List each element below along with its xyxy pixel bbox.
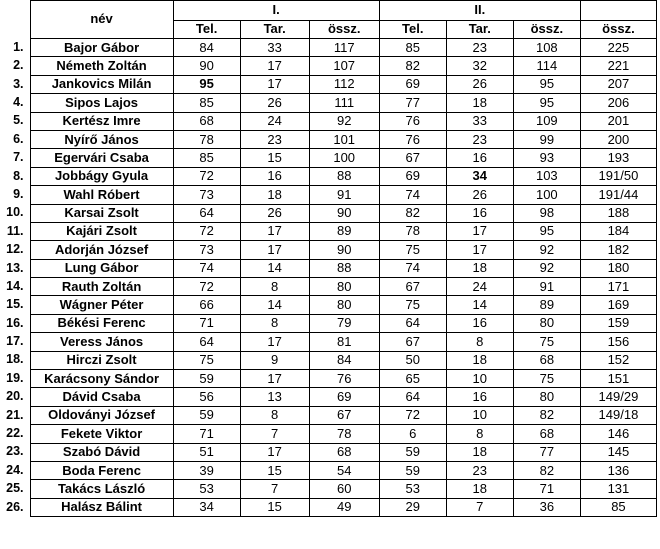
score-cell: 18	[446, 259, 513, 277]
table-row	[0, 480, 657, 498]
score-cell: 72	[173, 222, 240, 240]
score-cell: 184	[580, 222, 656, 240]
score-cell: 15	[240, 498, 309, 516]
score-cell: 149/18	[580, 406, 656, 424]
score-cell: 77	[379, 94, 446, 112]
score-cell: 88	[309, 167, 379, 185]
score-cell: 80	[513, 388, 580, 406]
table-header	[0, 1, 657, 39]
score-cell: 221	[580, 57, 656, 75]
score-cell: 73	[173, 186, 240, 204]
score-cell: 17	[240, 75, 309, 93]
score-cell: 77	[513, 443, 580, 461]
score-cell: 75	[379, 241, 446, 259]
score-cell: 78	[173, 130, 240, 148]
score-cell: 34	[446, 167, 513, 185]
player-name: Hirczi Zsolt	[30, 351, 173, 369]
score-cell: 90	[309, 204, 379, 222]
score-cell: 101	[309, 130, 379, 148]
score-cell: 53	[379, 480, 446, 498]
score-cell: 72	[173, 167, 240, 185]
score-cell: 68	[513, 351, 580, 369]
score-cell: 8	[446, 333, 513, 351]
score-cell: 89	[513, 296, 580, 314]
score-cell: 91	[513, 278, 580, 296]
table-row	[0, 461, 657, 479]
score-cell: 17	[240, 222, 309, 240]
score-cell: 82	[379, 57, 446, 75]
table-row	[0, 406, 657, 424]
score-cell: 33	[446, 112, 513, 130]
score-cell: 75	[513, 370, 580, 388]
player-name: Jankovics Milán	[30, 75, 173, 93]
score-cell: 95	[513, 75, 580, 93]
score-cell: 74	[379, 259, 446, 277]
row-number: 3.	[0, 75, 30, 93]
row-number: 11.	[0, 222, 30, 240]
score-cell: 156	[580, 333, 656, 351]
column-header-ossz-2: össz.	[513, 21, 580, 39]
row-number: 18.	[0, 351, 30, 369]
score-cell: 18	[446, 443, 513, 461]
score-cell: 6	[379, 425, 446, 443]
score-cell: 10	[446, 406, 513, 424]
player-name: Jobbágy Gyula	[30, 167, 173, 185]
score-cell: 59	[173, 370, 240, 388]
score-cell: 72	[173, 278, 240, 296]
table-row	[0, 278, 657, 296]
score-cell: 49	[309, 498, 379, 516]
table-row	[0, 149, 657, 167]
score-cell: 39	[173, 461, 240, 479]
score-cell: 15	[240, 461, 309, 479]
score-cell: 64	[173, 333, 240, 351]
section-header-round2: II.	[379, 1, 580, 21]
row-number: 4.	[0, 94, 30, 112]
score-cell: 32	[446, 57, 513, 75]
score-cell: 74	[173, 259, 240, 277]
column-header-tar-1: Tar.	[240, 21, 309, 39]
player-name: Takács László	[30, 480, 173, 498]
score-cell: 67	[309, 406, 379, 424]
score-cell: 29	[379, 498, 446, 516]
score-cell: 71	[173, 314, 240, 332]
score-cell: 92	[309, 112, 379, 130]
empty-header-cell	[580, 1, 656, 21]
score-cell: 8	[240, 278, 309, 296]
row-number: 21.	[0, 406, 30, 424]
score-cell: 8	[446, 425, 513, 443]
score-cell: 33	[240, 39, 309, 57]
score-cell: 23	[446, 130, 513, 148]
score-cell: 80	[309, 278, 379, 296]
score-cell: 73	[173, 241, 240, 259]
score-cell: 85	[379, 39, 446, 57]
row-number: 22.	[0, 425, 30, 443]
player-name: Németh Zoltán	[30, 57, 173, 75]
score-cell: 18	[446, 351, 513, 369]
score-cell: 99	[513, 130, 580, 148]
score-cell: 23	[446, 461, 513, 479]
score-cell: 67	[379, 278, 446, 296]
score-cell: 23	[446, 39, 513, 57]
score-cell: 23	[240, 130, 309, 148]
score-cell: 88	[309, 259, 379, 277]
score-cell: 36	[513, 498, 580, 516]
column-header-tar-2: Tar.	[446, 21, 513, 39]
player-name: Rauth Zoltán	[30, 278, 173, 296]
score-cell: 180	[580, 259, 656, 277]
score-cell: 85	[173, 94, 240, 112]
score-cell: 92	[513, 259, 580, 277]
score-cell: 24	[240, 112, 309, 130]
score-cell: 81	[309, 333, 379, 351]
score-cell: 26	[446, 75, 513, 93]
score-cell: 84	[173, 39, 240, 57]
player-name: Dávid Csaba	[30, 388, 173, 406]
column-header-tel-1: Tel.	[173, 21, 240, 39]
score-cell: 92	[513, 241, 580, 259]
score-cell: 145	[580, 443, 656, 461]
score-cell: 72	[379, 406, 446, 424]
score-cell: 75	[513, 333, 580, 351]
score-cell: 9	[240, 351, 309, 369]
score-cell: 14	[240, 259, 309, 277]
score-cell: 151	[580, 370, 656, 388]
score-cell: 64	[379, 314, 446, 332]
score-cell: 54	[309, 461, 379, 479]
row-number: 9.	[0, 186, 30, 204]
row-number: 20.	[0, 388, 30, 406]
table-row	[0, 57, 657, 75]
row-number: 1.	[0, 39, 30, 57]
score-cell: 67	[379, 149, 446, 167]
score-cell: 80	[309, 296, 379, 314]
player-name: Boda Ferenc	[30, 461, 173, 479]
score-cell: 82	[513, 461, 580, 479]
table-row	[0, 167, 657, 185]
row-number: 25.	[0, 480, 30, 498]
score-cell: 78	[379, 222, 446, 240]
score-cell: 76	[379, 130, 446, 148]
score-cell: 171	[580, 278, 656, 296]
player-name: Wágner Péter	[30, 296, 173, 314]
player-name: Egervári Csaba	[30, 149, 173, 167]
score-cell: 68	[513, 425, 580, 443]
section-header-round1: I.	[173, 1, 379, 21]
score-cell: 59	[173, 406, 240, 424]
table-row	[0, 314, 657, 332]
score-cell: 89	[309, 222, 379, 240]
score-cell: 69	[379, 167, 446, 185]
score-cell: 91	[309, 186, 379, 204]
score-cell: 50	[379, 351, 446, 369]
score-cell: 206	[580, 94, 656, 112]
table-row	[0, 388, 657, 406]
column-header-ossz-total: össz.	[580, 21, 656, 39]
player-name: Oldoványi József	[30, 406, 173, 424]
table-row	[0, 425, 657, 443]
table-row	[0, 130, 657, 148]
player-name: Karsai Zsolt	[30, 204, 173, 222]
score-cell: 71	[513, 480, 580, 498]
table-row	[0, 222, 657, 240]
table-row	[0, 241, 657, 259]
player-name: Nyírő János	[30, 130, 173, 148]
score-cell: 169	[580, 296, 656, 314]
column-header-name: név	[30, 1, 173, 39]
score-cell: 109	[513, 112, 580, 130]
score-cell: 18	[240, 186, 309, 204]
table-row	[0, 296, 657, 314]
score-cell: 76	[379, 112, 446, 130]
score-cell: 82	[379, 204, 446, 222]
score-cell: 13	[240, 388, 309, 406]
score-cell: 68	[173, 112, 240, 130]
score-cell: 7	[446, 498, 513, 516]
score-cell: 85	[580, 498, 656, 516]
score-cell: 111	[309, 94, 379, 112]
score-cell: 95	[173, 75, 240, 93]
score-cell: 100	[513, 186, 580, 204]
score-cell: 10	[446, 370, 513, 388]
row-number: 5.	[0, 112, 30, 130]
score-cell: 90	[173, 57, 240, 75]
score-cell: 85	[173, 149, 240, 167]
row-number: 24.	[0, 461, 30, 479]
score-cell: 8	[240, 314, 309, 332]
table-body	[0, 39, 657, 517]
score-cell: 16	[446, 314, 513, 332]
table-row	[0, 39, 657, 57]
score-cell: 159	[580, 314, 656, 332]
gutter-header-cell	[0, 21, 30, 39]
table-row	[0, 498, 657, 516]
player-name: Szabó Dávid	[30, 443, 173, 461]
score-cell: 24	[446, 278, 513, 296]
score-cell: 17	[240, 370, 309, 388]
score-cell: 51	[173, 443, 240, 461]
score-cell: 18	[446, 480, 513, 498]
score-cell: 191/50	[580, 167, 656, 185]
score-cell: 69	[379, 75, 446, 93]
score-cell: 149/29	[580, 388, 656, 406]
table-row	[0, 259, 657, 277]
row-number: 19.	[0, 370, 30, 388]
player-name: Bajor Gábor	[30, 39, 173, 57]
score-cell: 136	[580, 461, 656, 479]
score-cell: 26	[240, 94, 309, 112]
score-cell: 107	[309, 57, 379, 75]
score-cell: 26	[446, 186, 513, 204]
column-header-ossz-1: össz.	[309, 21, 379, 39]
row-number: 17.	[0, 333, 30, 351]
score-cell: 75	[173, 351, 240, 369]
score-cell: 82	[513, 406, 580, 424]
score-cell: 74	[379, 186, 446, 204]
table-row	[0, 204, 657, 222]
score-cell: 59	[379, 461, 446, 479]
score-cell: 79	[309, 314, 379, 332]
score-cell: 7	[240, 480, 309, 498]
score-cell: 207	[580, 75, 656, 93]
score-cell: 53	[173, 480, 240, 498]
row-number: 8.	[0, 167, 30, 185]
score-cell: 16	[240, 167, 309, 185]
score-cell: 191/44	[580, 186, 656, 204]
score-cell: 67	[379, 333, 446, 351]
score-cell: 193	[580, 149, 656, 167]
score-cell: 14	[240, 296, 309, 314]
table-row	[0, 333, 657, 351]
score-cell: 131	[580, 480, 656, 498]
score-cell: 16	[446, 204, 513, 222]
score-cell: 225	[580, 39, 656, 57]
row-number: 26.	[0, 498, 30, 516]
score-cell: 84	[309, 351, 379, 369]
player-name: Adorján József	[30, 241, 173, 259]
score-cell: 15	[240, 149, 309, 167]
score-cell: 80	[513, 314, 580, 332]
gutter-header-cell	[0, 1, 30, 21]
score-cell: 8	[240, 406, 309, 424]
table-row	[0, 186, 657, 204]
score-cell: 200	[580, 130, 656, 148]
score-cell: 108	[513, 39, 580, 57]
score-cell: 201	[580, 112, 656, 130]
score-cell: 64	[379, 388, 446, 406]
score-cell: 71	[173, 425, 240, 443]
score-cell: 117	[309, 39, 379, 57]
player-name: Kajári Zsolt	[30, 222, 173, 240]
table-row	[0, 370, 657, 388]
row-number: 7.	[0, 149, 30, 167]
score-cell: 95	[513, 94, 580, 112]
score-cell: 69	[309, 388, 379, 406]
score-cell: 14	[446, 296, 513, 314]
table-row	[0, 75, 657, 93]
score-cell: 78	[309, 425, 379, 443]
score-cell: 146	[580, 425, 656, 443]
score-cell: 17	[240, 57, 309, 75]
score-cell: 26	[240, 204, 309, 222]
score-cell: 93	[513, 149, 580, 167]
table-row	[0, 351, 657, 369]
row-number: 6.	[0, 130, 30, 148]
score-cell: 90	[309, 241, 379, 259]
score-cell: 17	[240, 241, 309, 259]
column-header-tel-2: Tel.	[379, 21, 446, 39]
score-cell: 17	[446, 222, 513, 240]
row-number: 16.	[0, 314, 30, 332]
score-cell: 64	[173, 204, 240, 222]
row-number: 2.	[0, 57, 30, 75]
player-name: Veress János	[30, 333, 173, 351]
player-name: Karácsony Sándor	[30, 370, 173, 388]
score-cell: 76	[309, 370, 379, 388]
score-cell: 17	[240, 443, 309, 461]
player-name: Békési Ferenc	[30, 314, 173, 332]
score-cell: 66	[173, 296, 240, 314]
score-cell: 59	[379, 443, 446, 461]
score-cell: 68	[309, 443, 379, 461]
player-name: Halász Bálint	[30, 498, 173, 516]
table-row	[0, 112, 657, 130]
score-cell: 112	[309, 75, 379, 93]
score-cell: 65	[379, 370, 446, 388]
score-cell: 17	[240, 333, 309, 351]
row-number: 12.	[0, 241, 30, 259]
table-row	[0, 94, 657, 112]
score-cell: 182	[580, 241, 656, 259]
score-cell: 16	[446, 388, 513, 406]
score-cell: 75	[379, 296, 446, 314]
score-cell: 103	[513, 167, 580, 185]
score-cell: 114	[513, 57, 580, 75]
row-number: 23.	[0, 443, 30, 461]
score-cell: 34	[173, 498, 240, 516]
score-cell: 188	[580, 204, 656, 222]
row-number: 14.	[0, 278, 30, 296]
score-cell: 18	[446, 94, 513, 112]
score-cell: 98	[513, 204, 580, 222]
score-cell: 95	[513, 222, 580, 240]
score-cell: 60	[309, 480, 379, 498]
player-name: Lung Gábor	[30, 259, 173, 277]
score-cell: 7	[240, 425, 309, 443]
table-row	[0, 443, 657, 461]
score-cell: 16	[446, 149, 513, 167]
player-name: Sipos Lajos	[30, 94, 173, 112]
row-number: 10.	[0, 204, 30, 222]
player-name: Kertész Imre	[30, 112, 173, 130]
player-name: Fekete Viktor	[30, 425, 173, 443]
score-cell: 152	[580, 351, 656, 369]
score-cell: 100	[309, 149, 379, 167]
row-number: 15.	[0, 296, 30, 314]
row-number: 13.	[0, 259, 30, 277]
score-cell: 17	[446, 241, 513, 259]
player-name: Wahl Róbert	[30, 186, 173, 204]
score-cell: 56	[173, 388, 240, 406]
